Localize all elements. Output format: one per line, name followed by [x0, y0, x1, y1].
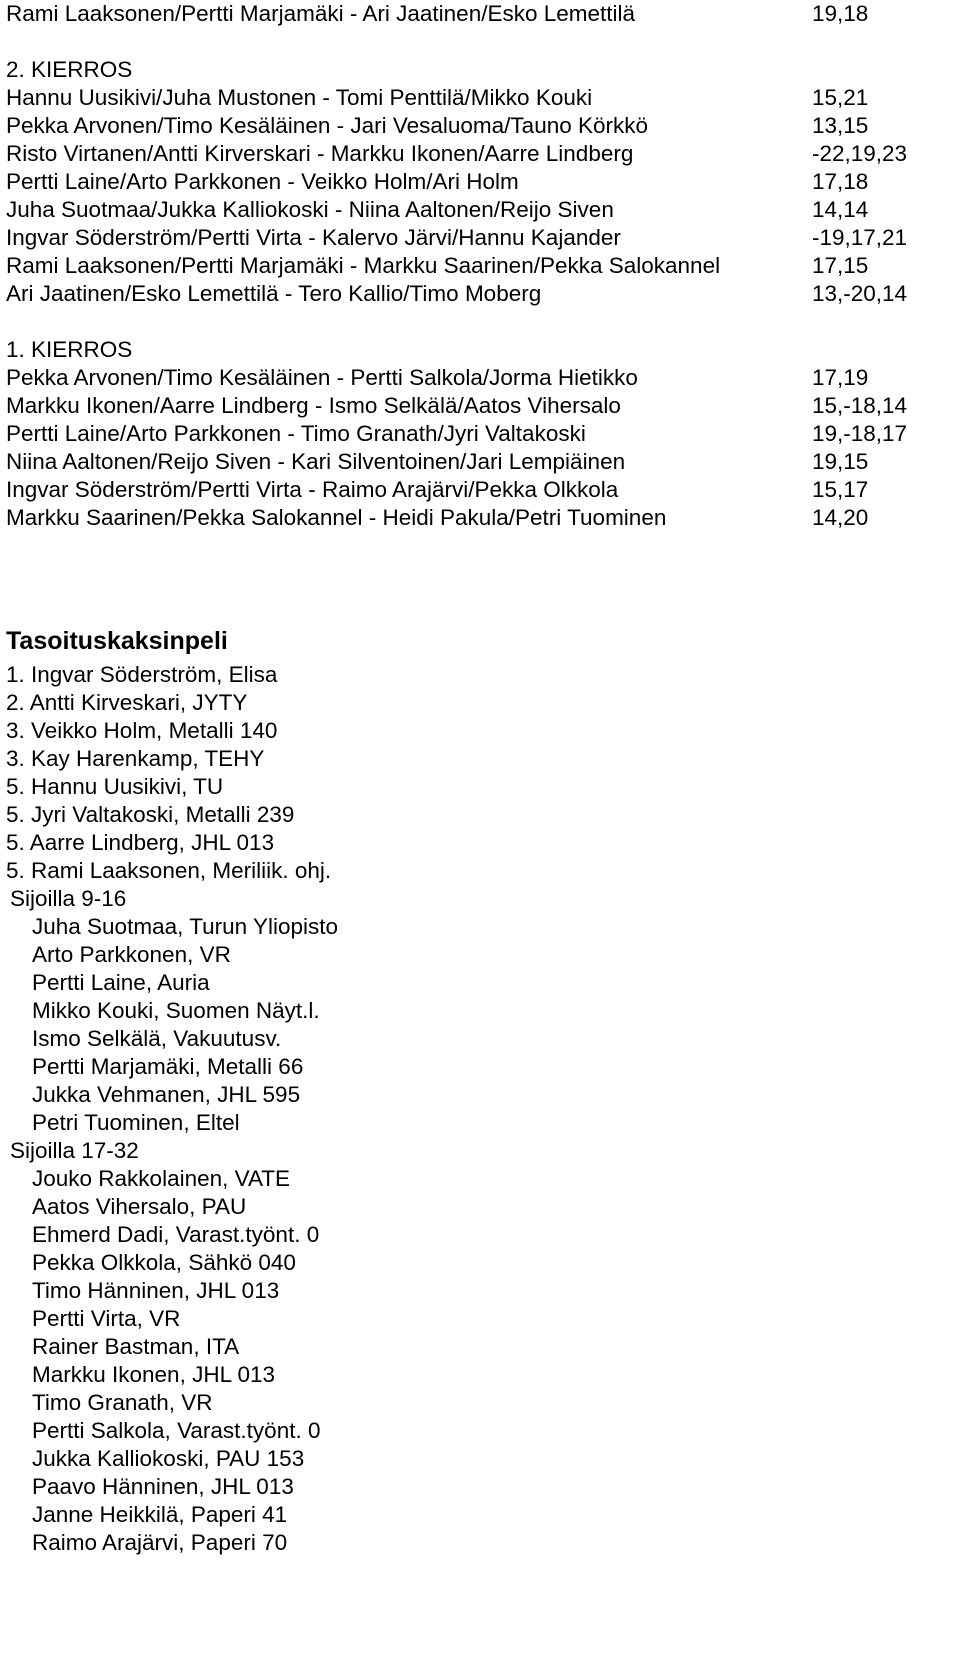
match-pair: Risto Virtanen/Antti Kirverskari - Markku Ikonen/Aarre Lindberg: [6, 141, 634, 166]
ranking-item: 5. Hannu Uusikivi, TU: [6, 774, 224, 799]
section-heading: Tasoituskaksinpeli: [6, 627, 228, 655]
player-item: Ismo Selkälä, Vakuutusv.: [32, 1026, 282, 1051]
match-row: [6, 504, 869, 532]
round-title: 2. KIERROS: [6, 57, 133, 82]
match-score: 17,19: [812, 365, 869, 390]
player-item: Timo Hänninen, JHL 013: [32, 1278, 280, 1303]
match-score: 15,17: [812, 477, 869, 502]
match-score: 14,14: [812, 197, 869, 222]
match-pair: Rami Laaksonen/Pertti Marjamäki - Markku Saarinen/Pekka Salokannel: [6, 253, 721, 278]
match-pair: Rami Laaksonen/Pertti Marjamäki - Ari Jaatinen/Esko Lemettilä: [6, 1, 636, 26]
match-pair: Ari Jaatinen/Esko Lemettilä - Tero Kallio/Timo Moberg: [6, 281, 542, 306]
player-item: Rainer Bastman, ITA: [32, 1334, 240, 1359]
player-item: Markku Ikonen, JHL 013: [32, 1362, 276, 1387]
player-item: Ehmerd Dadi, Varast.työnt. 0: [32, 1222, 320, 1247]
player-item: Pertti Salkola, Varast.työnt. 0: [32, 1418, 321, 1443]
match-row: [6, 112, 869, 140]
match-score: 15,21: [812, 85, 869, 110]
player-item: Pertti Laine, Auria: [32, 970, 210, 995]
match-pair: Pekka Arvonen/Timo Kesäläinen - Pertti Salkola/Jorma Hietikko: [6, 365, 638, 390]
match-pair: Pertti Laine/Arto Parkkonen - Timo Granath/Jyri Valtakoski: [6, 421, 586, 446]
match-pair: Ingvar Söderström/Pertti Virta - Raimo Arajärvi/Pekka Olkkola: [6, 477, 619, 502]
ranking-item: 2. Antti Kirveskari, JYTY: [6, 690, 248, 715]
ranking-item: 1. Ingvar Söderström, Elisa: [6, 662, 278, 687]
match-row: [6, 168, 869, 196]
ranking-item: 3. Veikko Holm, Metalli 140: [6, 718, 278, 743]
player-item: Juha Suotmaa, Turun Yliopisto: [32, 914, 339, 939]
match-row: [6, 252, 869, 280]
player-item: Paavo Hänninen, JHL 013: [32, 1474, 294, 1499]
match-row: [6, 364, 869, 392]
player-item: Arto Parkkonen, VR: [32, 942, 231, 967]
player-item: Raimo Arajärvi, Paperi 70: [32, 1530, 288, 1555]
player-item: Jukka Kalliokoski, PAU 153: [32, 1446, 305, 1471]
ranking-item: 5. Aarre Lindberg, JHL 013: [6, 830, 275, 855]
player-item: Pertti Marjamäki, Metalli 66: [32, 1054, 304, 1079]
match-score: -19,17,21: [812, 225, 908, 250]
player-item: Jouko Rakkolainen, VATE: [32, 1166, 291, 1191]
player-item: Pertti Virta, VR: [32, 1306, 181, 1331]
match-row: [6, 476, 869, 504]
match-score: 17,15: [812, 253, 869, 278]
ranking-item: 3. Kay Harenkamp, TEHY: [6, 746, 265, 771]
round-title: 1. KIERROS: [6, 337, 133, 362]
match-score: 17,18: [812, 169, 869, 194]
player-item: Petri Tuominen, Eltel: [32, 1110, 240, 1135]
player-item: Janne Heikkilä, Paperi 41: [32, 1502, 288, 1527]
match-row: [6, 224, 908, 252]
match-score: 13,15: [812, 113, 869, 138]
match-score: 15,-18,14: [812, 393, 908, 418]
match-pair: Markku Ikonen/Aarre Lindberg - Ismo Selkälä/Aatos Vihersalo: [6, 393, 621, 418]
player-item: Aatos Vihersalo, PAU: [32, 1194, 247, 1219]
match-row: [6, 196, 869, 224]
match-pair: Markku Saarinen/Pekka Salokannel - Heidi Pakula/Petri Tuominen: [6, 505, 667, 530]
match-row: [6, 448, 869, 476]
match-pair: Niina Aaltonen/Reijo Siven - Kari Silventoinen/Jari Lempiäinen: [6, 449, 626, 474]
match-pair: Ingvar Söderström/Pertti Virta - Kalervo Järvi/Hannu Kajander: [6, 225, 621, 250]
match-row: [6, 392, 908, 420]
match-score: 13,-20,14: [812, 281, 908, 306]
match-row: [6, 140, 908, 168]
match-score: -22,19,23: [812, 141, 908, 166]
match-pair: Pekka Arvonen/Timo Kesäläinen - Jari Vesaluoma/Tauno Körkkö: [6, 113, 649, 138]
match-row: [6, 84, 869, 112]
match-row: [6, 420, 908, 448]
match-score: 14,20: [812, 505, 869, 530]
match-score: 19,-18,17: [812, 421, 908, 446]
group-title: Sijoilla 17-32: [10, 1138, 139, 1163]
player-item: Pekka Olkkola, Sähkö 040: [32, 1250, 296, 1275]
match-row: [6, 280, 908, 308]
match-pair: Pertti Laine/Arto Parkkonen - Veikko Holm/Ari Holm: [6, 169, 519, 194]
match-pair: Juha Suotmaa/Jukka Kalliokoski - Niina Aaltonen/Reijo Siven: [6, 197, 614, 222]
match-pair: Hannu Uusikivi/Juha Mustonen - Tomi Penttilä/Mikko Kouki: [6, 85, 593, 110]
match-row: [6, 0, 869, 28]
player-item: Timo Granath, VR: [32, 1390, 213, 1415]
player-item: Jukka Vehmanen, JHL 595: [32, 1082, 301, 1107]
match-score: 19,18: [812, 1, 869, 26]
player-item: Mikko Kouki, Suomen Näyt.l.: [32, 998, 320, 1023]
match-score: 19,15: [812, 449, 869, 474]
group-title: Sijoilla 9-16: [10, 886, 127, 911]
ranking-item: 5. Jyri Valtakoski, Metalli 239: [6, 802, 295, 827]
ranking-item: 5. Rami Laaksonen, Meriliik. ohj.: [6, 858, 332, 883]
